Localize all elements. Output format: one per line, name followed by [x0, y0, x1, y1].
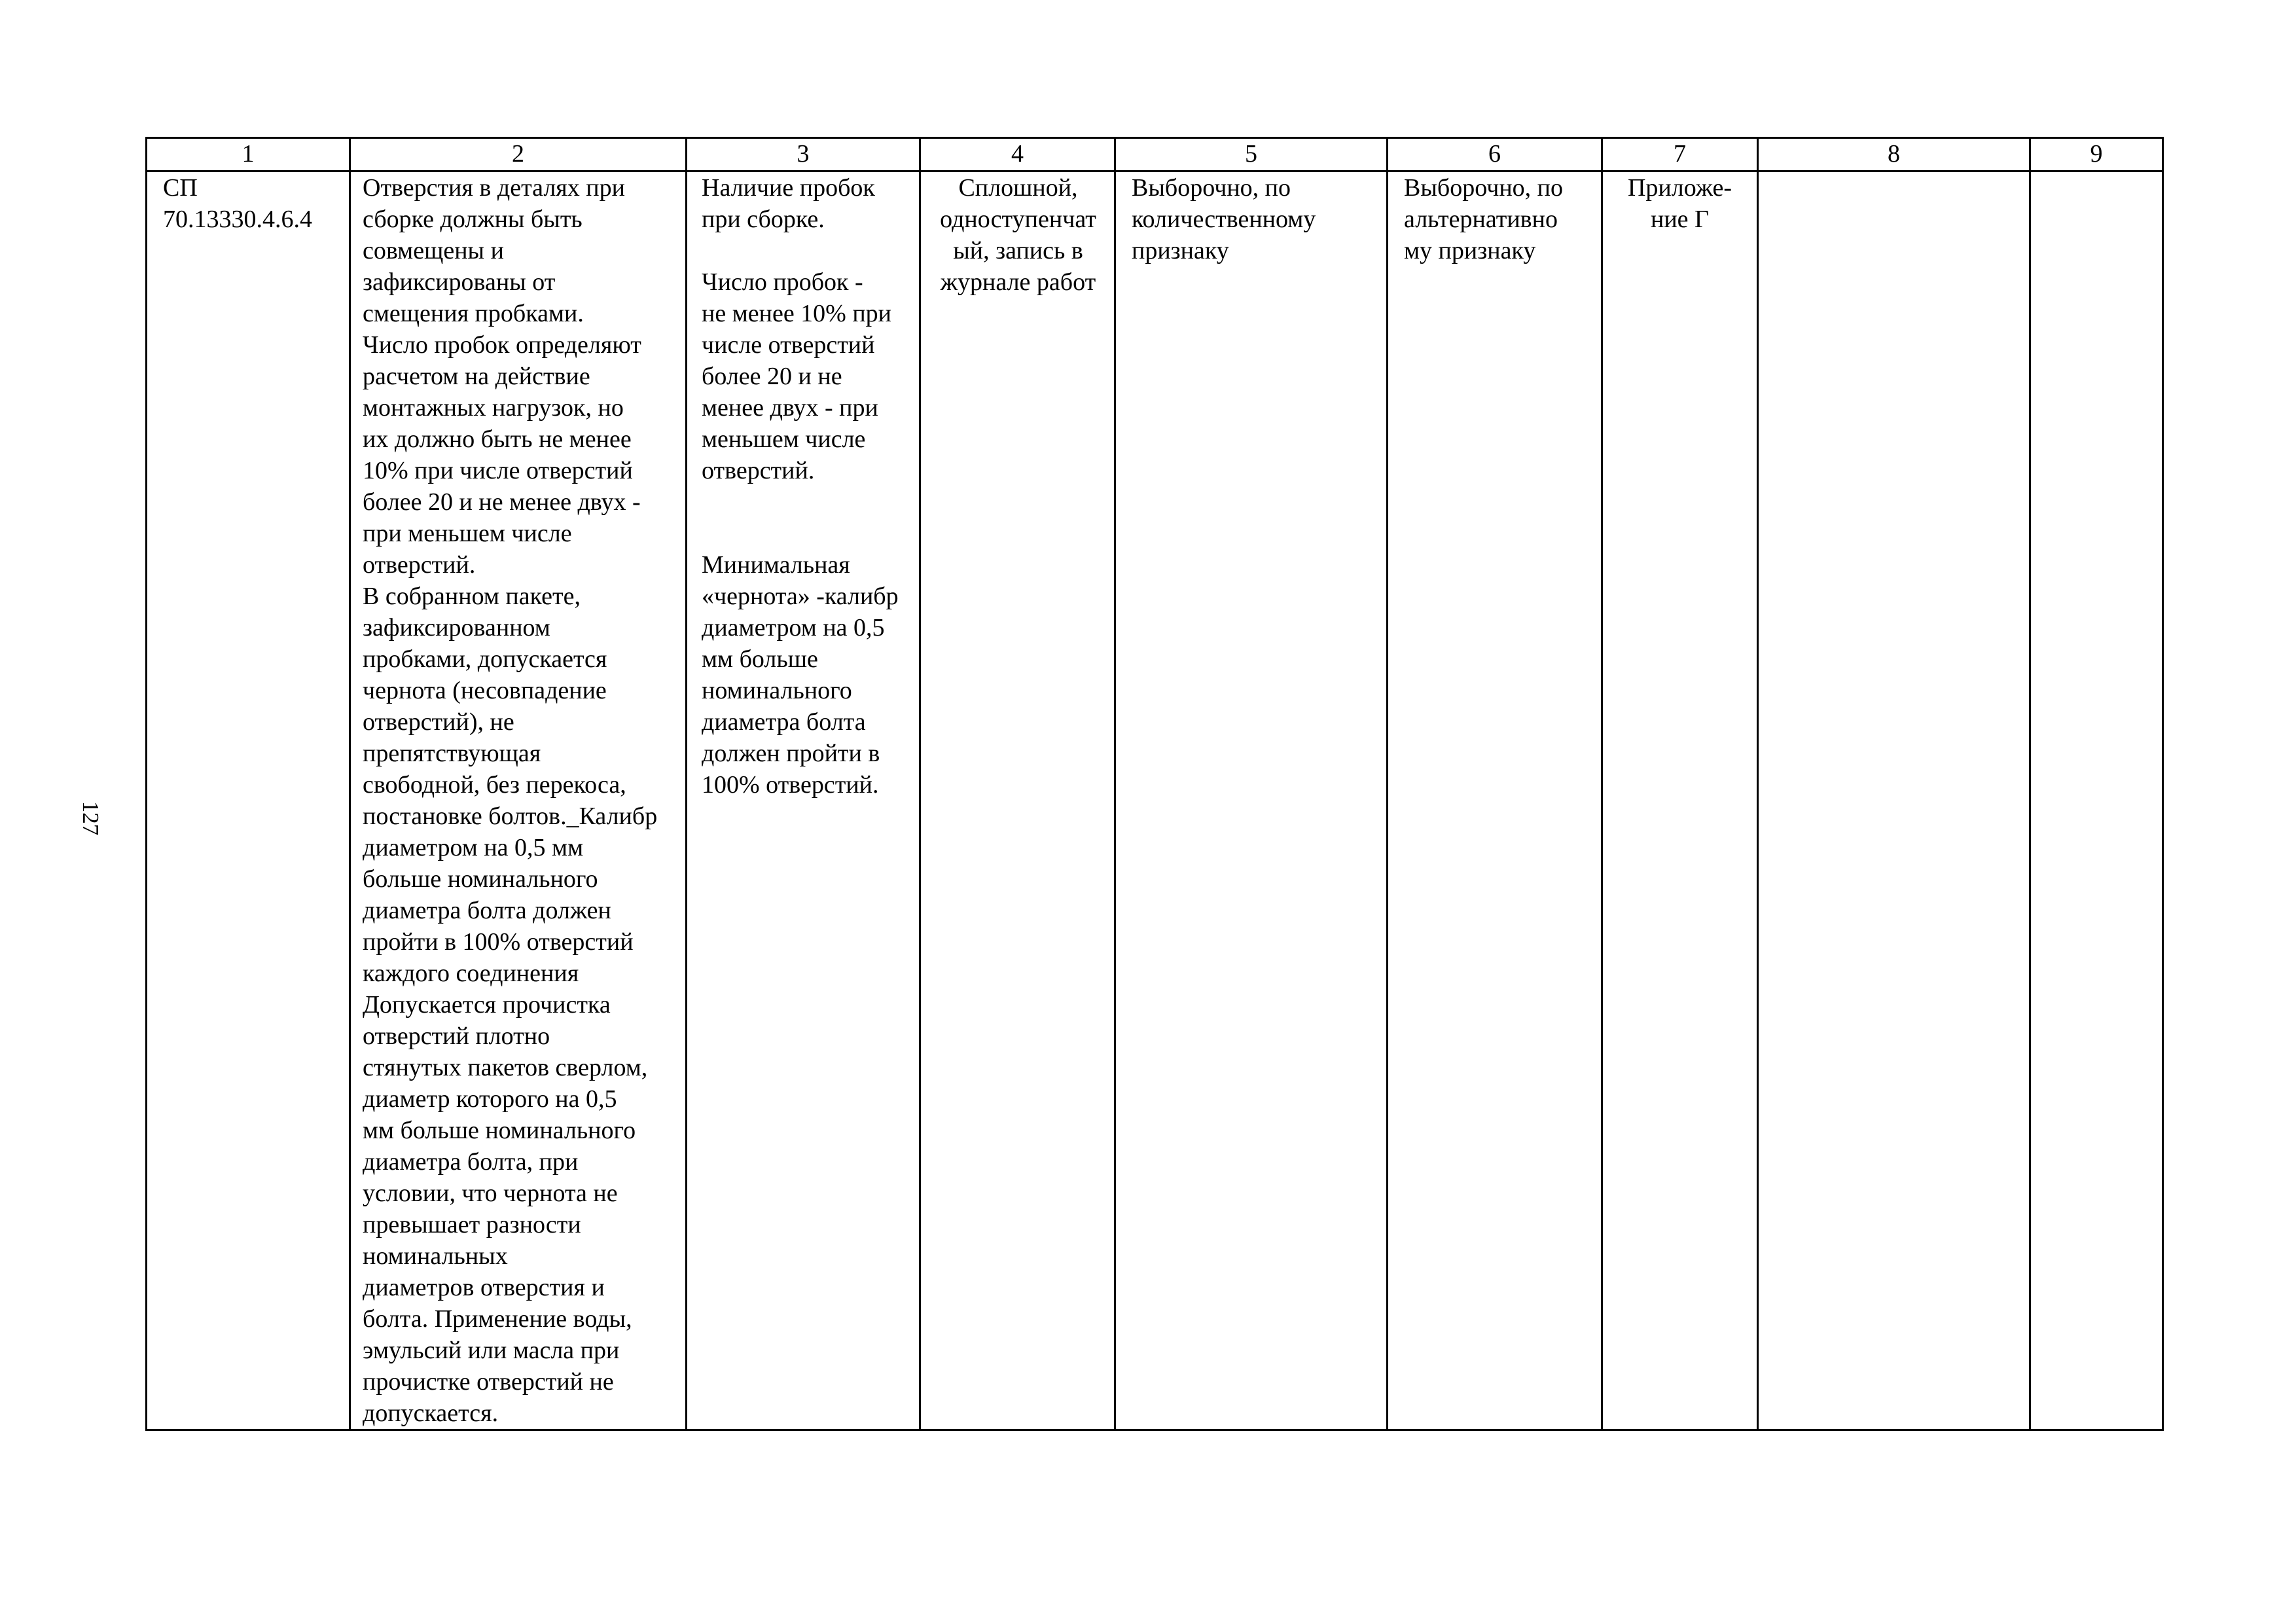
cell-normative-reference [147, 171, 350, 1430]
control-table [145, 137, 2164, 1431]
header-cell-9: 9 [2030, 138, 2163, 171]
cell-text: Сплошной, одноступенчат ый, запись в журнале работ [940, 174, 1096, 296]
cell-empty-8 [1758, 171, 2030, 1430]
header-cell-8: 8 [1758, 138, 2030, 171]
header-row [147, 138, 2163, 171]
header-cell-4: 4 [920, 138, 1115, 171]
cell-text: Выборочно, по альтернативно му признаку [1404, 174, 1564, 264]
cell-appendix [1602, 171, 1758, 1430]
header-cell-6: 6 [1388, 138, 1602, 171]
cell-requirements [350, 171, 687, 1430]
cell-text: Наличие пробок при сборке. Число пробок - не менее 10% при числе отверстий более 20 и не менее двух - при меньшем числе отверстий. Минимальная «чернота» -калибр диаметром на 0,5 мм больше номинального диаметра болта должен пройти в 100% отверстий. [702, 174, 899, 799]
cell-text: Приложе- ние Г [1627, 174, 1732, 233]
cell-control-type [920, 171, 1115, 1430]
header-cell-5: 5 [1115, 138, 1388, 171]
cell-controlled-parameters [687, 171, 920, 1430]
table-row [147, 171, 2163, 1430]
page-number: 127 [78, 801, 103, 836]
cell-text: Выборочно, по количественному признаку [1132, 174, 1316, 264]
header-cell-2: 2 [350, 138, 687, 171]
cell-empty-9 [2030, 171, 2163, 1430]
cell-control-method-5 [1115, 171, 1388, 1430]
cell-text: Отверстия в деталях при сборке должны быть совмещены и зафиксированы от смещения пробками. Число пробок определяют расчетом на действие монтажных нагрузок, но их должно быть не менее 10% при числе отверстий более 20 и не менее двух - при меньшем числе отверстий. В собранном пакете, зафиксированном пробками, допускается чернота (несовпадение отверстий), не препятствующая свободной, без перекоса, постановке болтов._Калибр диаметром на 0,5 мм больше номинального диаметра болта должен пройти в 100% отверстий каждого соединения Допускается прочистка отверстий плотно стянутых пакетов сверлом, диаметр которого на 0,5 мм больше номинального диаметра болта, при условии, что чернота не превышает разности номинальных диаметров отверстия и болта. Применение воды, эмульсий или масла при прочистке отверстий не допускается. [363, 174, 658, 1427]
header-cell-3: 3 [687, 138, 920, 171]
cell-text: СП 70.13330.4.6.4 [163, 174, 312, 233]
header-cell-1: 1 [147, 138, 350, 171]
cell-control-method-6 [1388, 171, 1602, 1430]
header-cell-7: 7 [1602, 138, 1758, 171]
